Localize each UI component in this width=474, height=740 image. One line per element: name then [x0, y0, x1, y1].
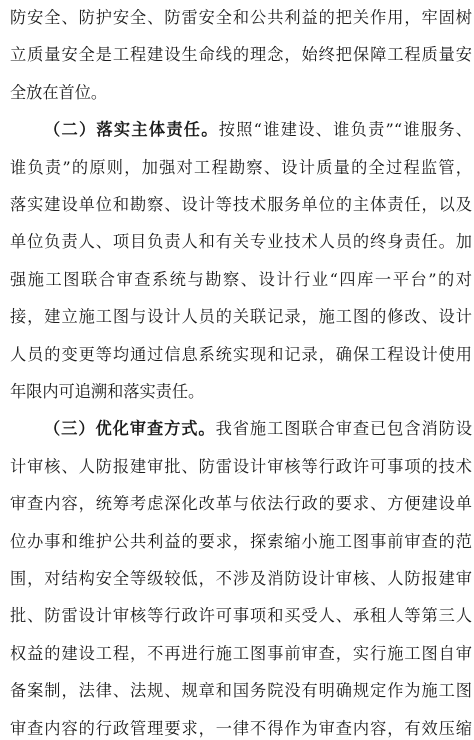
text-line: 防安全、防护安全、防雷安全和公共利益的把关作用，牢固树 — [10, 8, 472, 27]
text-span: 按照“谁建设、谁负责”“谁服务、 — [218, 120, 472, 140]
text-line: 人员的变更等均通过信息系统实现和记录，确保工程设计使用 — [10, 344, 472, 364]
text-line: 位办事和维护公共利益的要求，探索缩小施工图事前审查的范 — [10, 531, 472, 551]
text-span: 我省施工图联合审查已包含消防设 — [215, 419, 473, 439]
text-line: 单位负责人、项目负责人和有关专业技术人员的终身责任。加 — [10, 232, 472, 252]
section-heading: （二）落实主体责任。 — [44, 120, 219, 140]
paragraph-first-line — [44, 119, 472, 141]
text-line: 落实建设单位和勘察、设计等技术服务单位的主体责任，以及 — [10, 195, 472, 214]
text-line: 强施工图联合审查系统与勘察、设计行业“四库一平台”的对 — [10, 269, 472, 289]
text-line: 备案制，法律、法规、规章和国务院没有明确规定作为施工图 — [10, 681, 472, 701]
paragraph-first-line — [44, 418, 472, 440]
text-line: 年限内可追溯和落实责任。 — [10, 382, 205, 401]
text-line: 立质量安全是工程建设生命线的理念，始终把保障工程质量安 — [10, 45, 472, 65]
text-line: 审查内容的行政管理要求，一律不得作为审查内容，有效压缩 — [10, 718, 472, 738]
text-line: 围，对结构安全等级较低，不涉及消防设计审核、人防报建审 — [10, 569, 472, 588]
text-line: 权益的建设工程，不再进行施工图事前审查，实行施工图自审 — [10, 643, 472, 663]
text-line: 批、防雷设计审核等行政许可事项和买受人、承租人等第三人 — [10, 606, 472, 626]
text-line: 谁负责”的原则，加强对工程勘察、设计质量的全过程监管， — [10, 157, 472, 177]
text-line: 全放在首位。 — [10, 82, 108, 102]
text-line: 计审核、人防报建审批、防雷设计审核等行政许可事项的技术 — [10, 456, 472, 476]
text-line: 审查内容，统筹考虑深化改革与依法行政的要求、方便建设单 — [10, 494, 472, 514]
text-line: 接，建立施工图与设计人员的关联记录，施工图的修改、设计 — [10, 307, 472, 327]
section-heading: （三）优化审查方式。 — [44, 419, 216, 439]
